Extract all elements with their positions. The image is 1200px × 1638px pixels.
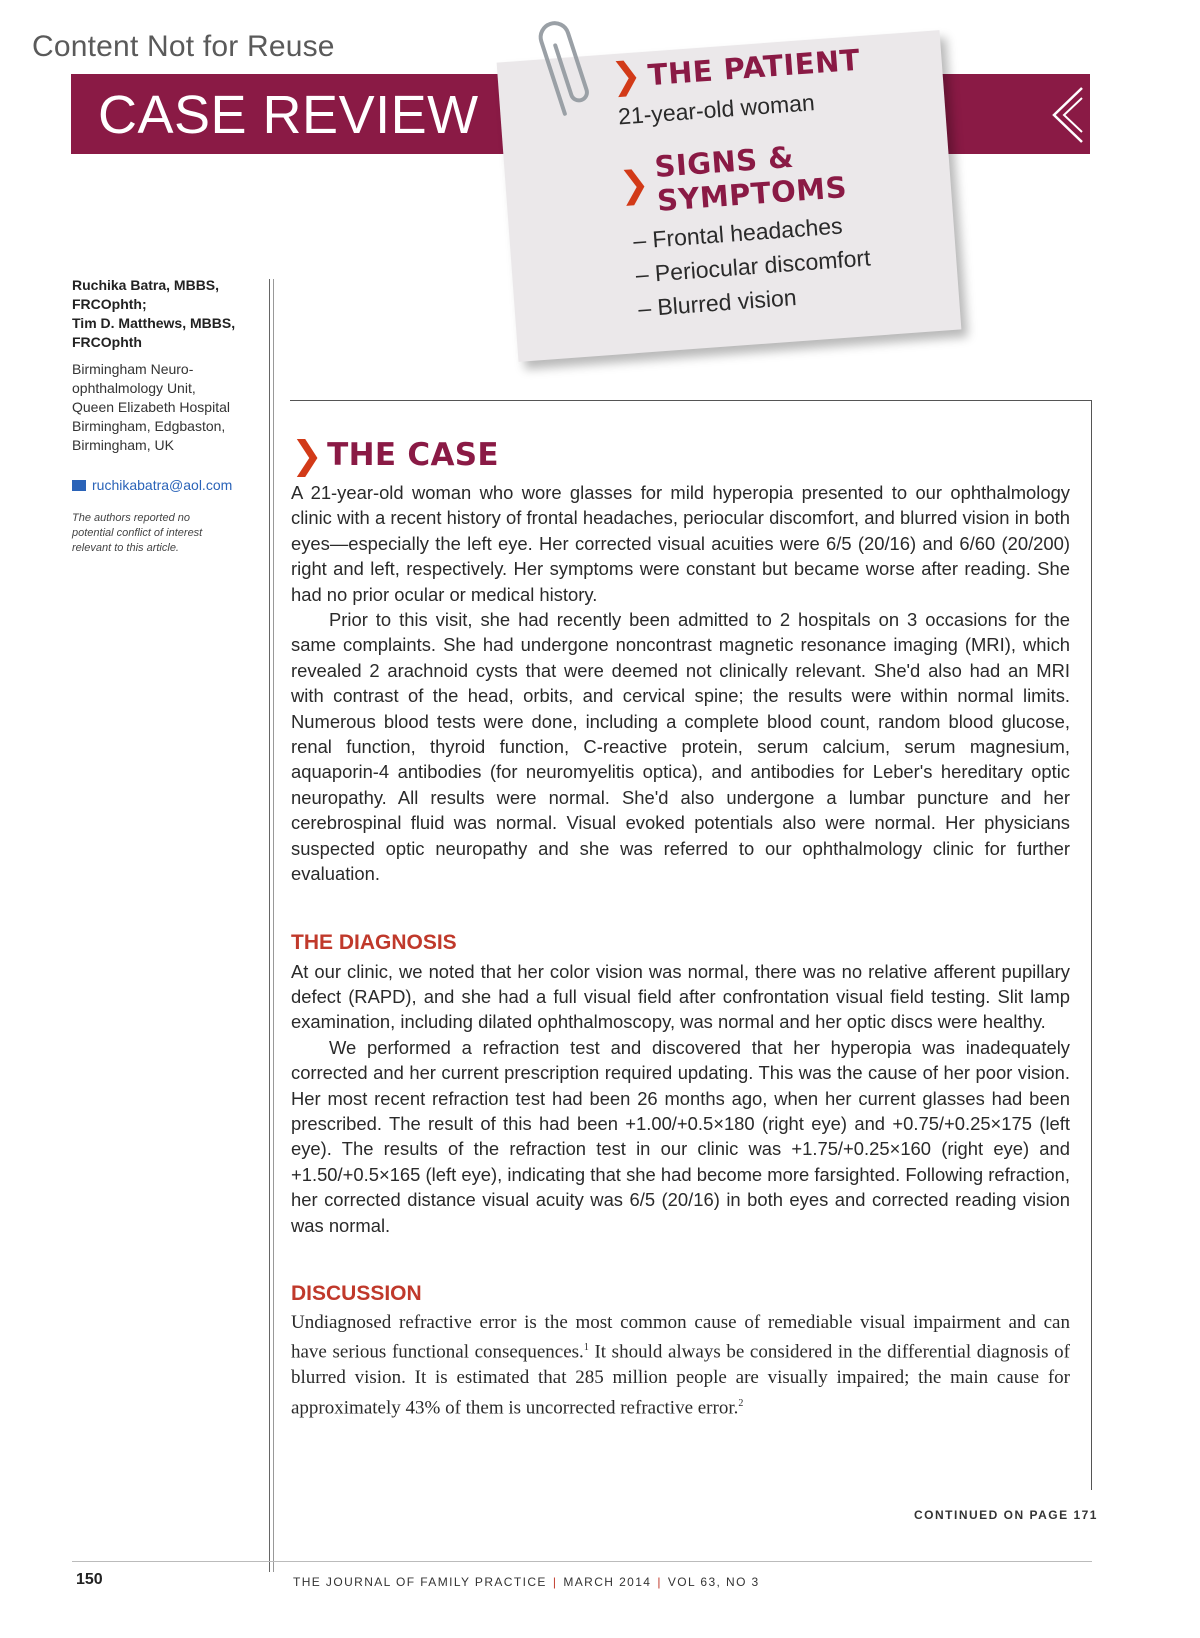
- list-item: – Blurred vision: [637, 284, 798, 322]
- divider: [290, 400, 1092, 401]
- email-icon: [72, 480, 86, 491]
- page-number: 150: [76, 1571, 103, 1588]
- symptoms-heading: ❯ SIGNS & SYMPTOMS: [617, 139, 849, 218]
- chevron-right-icon: ❯: [609, 54, 644, 98]
- patient-card-content: [610, 35, 969, 326]
- divider: [72, 1561, 1092, 1562]
- banner-title: CASE REVIEW: [98, 85, 479, 145]
- divider: [273, 279, 274, 1572]
- continued-link: CONTINUED ON PAGE 171: [914, 1508, 1098, 1522]
- diagnosis-heading: THE DIAGNOSIS: [291, 930, 457, 954]
- patient-description: 21-year-old woman: [617, 89, 816, 130]
- author-sidebar: [72, 276, 262, 556]
- diagnosis-paragraph-1: At our clinic, we noted that her color vision was normal, there was no relative afferent pupillary defect (RAPD), and she had a full visual field after confrontation visual field testing. Slit lamp examination, including dilated ophthalmoscopy, was normal and her optic discs were healthy.: [291, 960, 1070, 1033]
- case-heading: ❯ THE CASE: [291, 433, 499, 477]
- patient-heading: ❯ THE PATIENT: [609, 42, 862, 98]
- case-paragraph-2: Prior to this visit, she had recently been admitted to 2 hospitals on 3 occasions for the same complaints. She had undergone noncontrast magnetic resonance imaging (MRI), which revealed 2 arachnoid cysts that were deemed not clinically relevant. She'd also had an MRI with contrast of the head, orbits, and cervical spine; the results were within normal limits. Numerous blood tests were done, including a complete blood count, random blood glucose, renal function, thyroid function, C-reactive protein, serum calcium, serum magnesium, aquaporin-4 antibodies (for neuromyelitis optica), and antibodies for Leber's hereditary optic neuropathy. All results were normal. She'd also undergone a lumbar puncture and her cerebrospinal fluid was normal. Visual evoked potentials also were normal. Her physicians suspected optic neuropathy and she was referred to our ophthalmology clinic for further evaluation.: [291, 609, 1070, 885]
- footer: THE JOURNAL OF FAMILY PRACTICE | MARCH 2014 | VOL 63, NO 3: [293, 1575, 760, 1589]
- conflict-statement: The authors reported no potential conflict of interest relevant to this article.: [72, 512, 203, 554]
- article-body: [291, 433, 1070, 1420]
- divider: [1091, 400, 1092, 1490]
- divider: [269, 279, 270, 1572]
- author-names: Ruchika Batra, MBBS, FRCOphth; Tim D. Matthews, MBBS, FRCOphth: [72, 277, 236, 350]
- chevron-right-icon: ❯: [617, 163, 652, 207]
- discussion-heading: DISCUSSION: [291, 1281, 422, 1305]
- chevron-left-icon: [1046, 84, 1086, 146]
- chevron-right-icon: ❯: [291, 433, 324, 477]
- author-affiliation: Birmingham Neuro- ophthalmology Unit, Queen Elizabeth Hospital Birmingham, Edgbaston, Birmingham, UK: [72, 361, 230, 453]
- author-email-link[interactable]: ruchikabatra@aol.com: [72, 477, 262, 493]
- diagnosis-paragraph-2: We performed a refraction test and discovered that her hyperopia was inadequately corrected and her current prescription required updating. This was the cause of her poor vision. Her most recent refraction test had been 26 months ago, when her current glasses had been prescribed. The result of this had been +1.00/+0.5×180 (right eye) and +0.75/+0.25×175 (left eye). The results of the refraction test in our clinic was +1.75/+0.25×160 (right eye) and +1.50/+0.5×165 (left eye), indicating that she had become more farsighted. Following refraction, her corrected distance visual acuity was 6/5 (20/16) in both eyes and corrected reading vision was normal.: [291, 1036, 1070, 1236]
- list-item: – Periocular discomfort: [634, 244, 872, 288]
- case-paragraph-1: A 21-year-old woman who wore glasses for mild hyperopia presented to our ophthalmology clinic with a recent history of frontal headaches, periocular discomfort, and blurred vision in both eyes—especially the left eye. Her corrected visual acuities were 6/5 (20/16) and 6/60 (20/200) right and left, respectively. Her symptoms were constant but became worse after reading. She had no prior ocular or medical history.: [291, 482, 1070, 605]
- watermark: Content Not for Reuse: [32, 30, 335, 63]
- list-item: – Frontal headaches: [632, 212, 844, 254]
- discussion-paragraph: Undiagnosed refractive error is the most common cause of remediable visual impairment and can have serious functional consequences.$^1$ It should always be considered in the differential diagnosis of blurred vision. It is estimated that 285 million people are visually impaired; the main cause for approximately 43% of them is uncorrected refractive error.$^2$: [291, 1311, 1070, 1418]
